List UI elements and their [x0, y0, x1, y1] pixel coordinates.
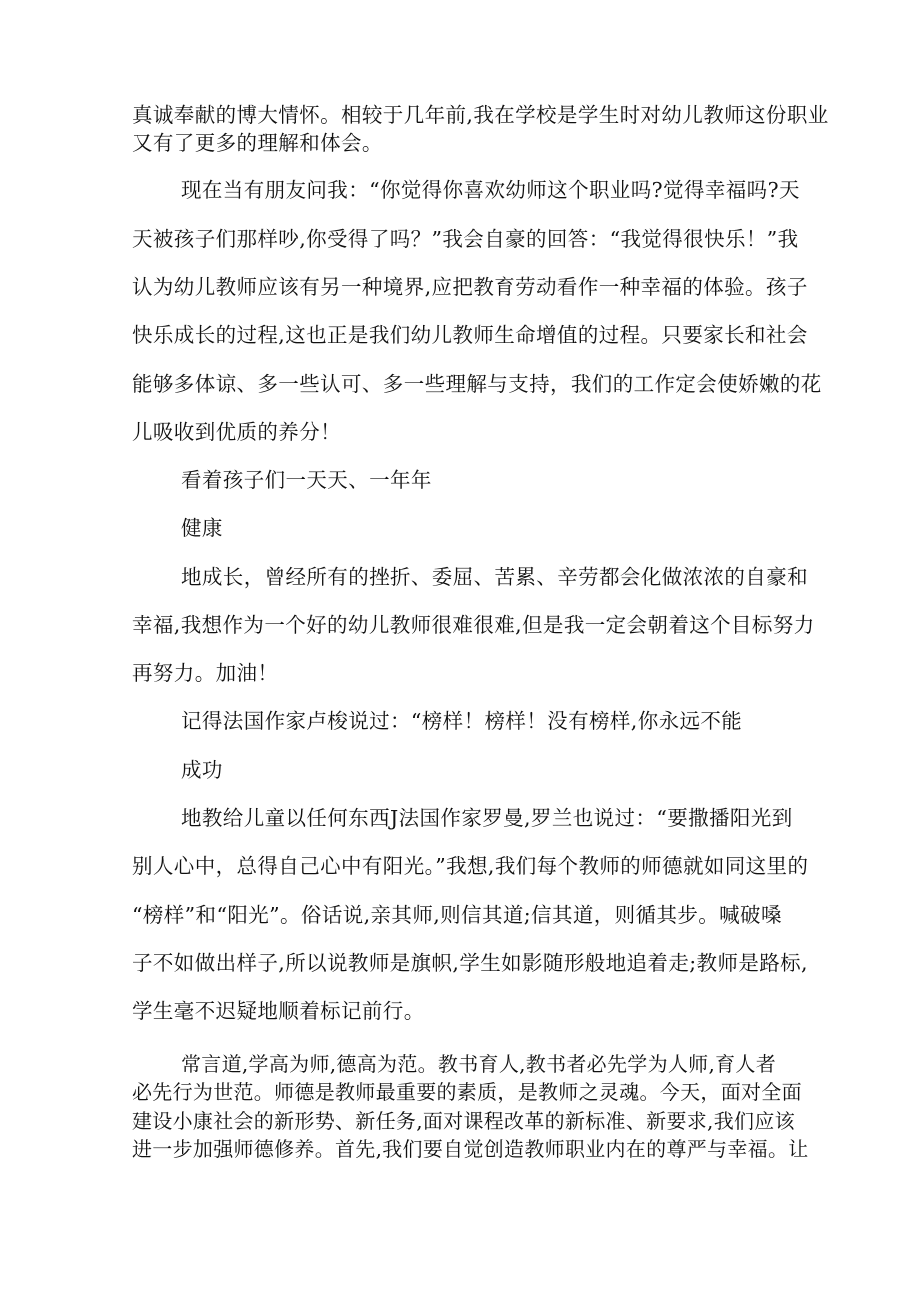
paragraph-start-line: 地成长，曾经所有的挫折、委屈、苦累、辛劳都会化做浓浓的自豪和 [181, 565, 808, 589]
text-line: 天被孩子们那样吵,你受得了吗？”我会自豪的回答：“我觉得很快乐！”我 [132, 227, 799, 251]
text-line: 又有了更多的理解和体会。 [132, 131, 383, 155]
text-line: 能够多体谅、多一些认可、多一些理解与支持，我们的工作定会使娇嫩的花 [132, 372, 822, 396]
text-line: 儿吸收到优质的养分！ [132, 420, 341, 444]
text-line: 别人心中，总得自己心中有阳光。”我想,我们每个教师的师德就如同这里的 [132, 854, 809, 878]
paragraph-start-line: 常言道,学高为师,德高为范。教书育人,教书者必先学为人师,育人者 [181, 1052, 777, 1076]
paragraph-start-line: 看着孩子们一天天、一年年 [181, 468, 432, 492]
text-line: 学生毫不迟疑地顺着标记前行。 [132, 999, 425, 1023]
text-line: 必先行为世范。师德是教师最重要的素质，是教师之灵魂。今天，面对全面 [132, 1080, 802, 1104]
text-line: 幸福,我想作为一个好的幼儿教师很难很难,但是我一定会朝着这个目标努力 [132, 613, 815, 637]
paragraph-start-line: 成功 [181, 758, 223, 782]
text-line: 建设小康社会的新形势、新任务,面对课程改革的新标准、新要求,我们应该 [132, 1109, 795, 1133]
paragraph-start-line: 现在当有朋友问我：“你觉得你喜欢幼师这个职业吗?觉得幸福吗?天 [181, 178, 800, 202]
text-line: 快乐成长的过程,这也正是我们幼儿教师生命增值的过程。只要家长和社会 [132, 323, 808, 347]
text-line: 真诚奉献的博大情怀。相较于几年前,我在学校是学生时对幼儿教师这份职业 [132, 103, 829, 127]
text-line: “榜样”和“阳光”。俗话说,亲其师,则信其道;信其道，则循其步。喊破嗓 [132, 903, 782, 927]
text-line: 进一步加强师德修养。首先,我们要自觉创造教师职业内在的尊严与幸福。让 [132, 1137, 809, 1161]
paragraph-start-line: 记得法国作家卢梭说过：“榜样！榜样！没有榜样,你永远不能 [181, 709, 743, 733]
paragraph-start-line: 健康 [181, 516, 223, 540]
paragraph-start-line: 地教给儿童以任何东西J法国作家罗曼,罗兰也说过：“要撒播阳光到 [181, 806, 793, 830]
text-line: 认为幼儿教师应该有另一种境界,应把教育劳动看作一种幸福的体验。孩子 [132, 275, 808, 299]
text-line: 再努力。加油！ [132, 661, 279, 685]
text-line: 子不如做出样子,所以说教师是旗帜,学生如影随形般地追着走;教师是路标, [132, 951, 808, 975]
